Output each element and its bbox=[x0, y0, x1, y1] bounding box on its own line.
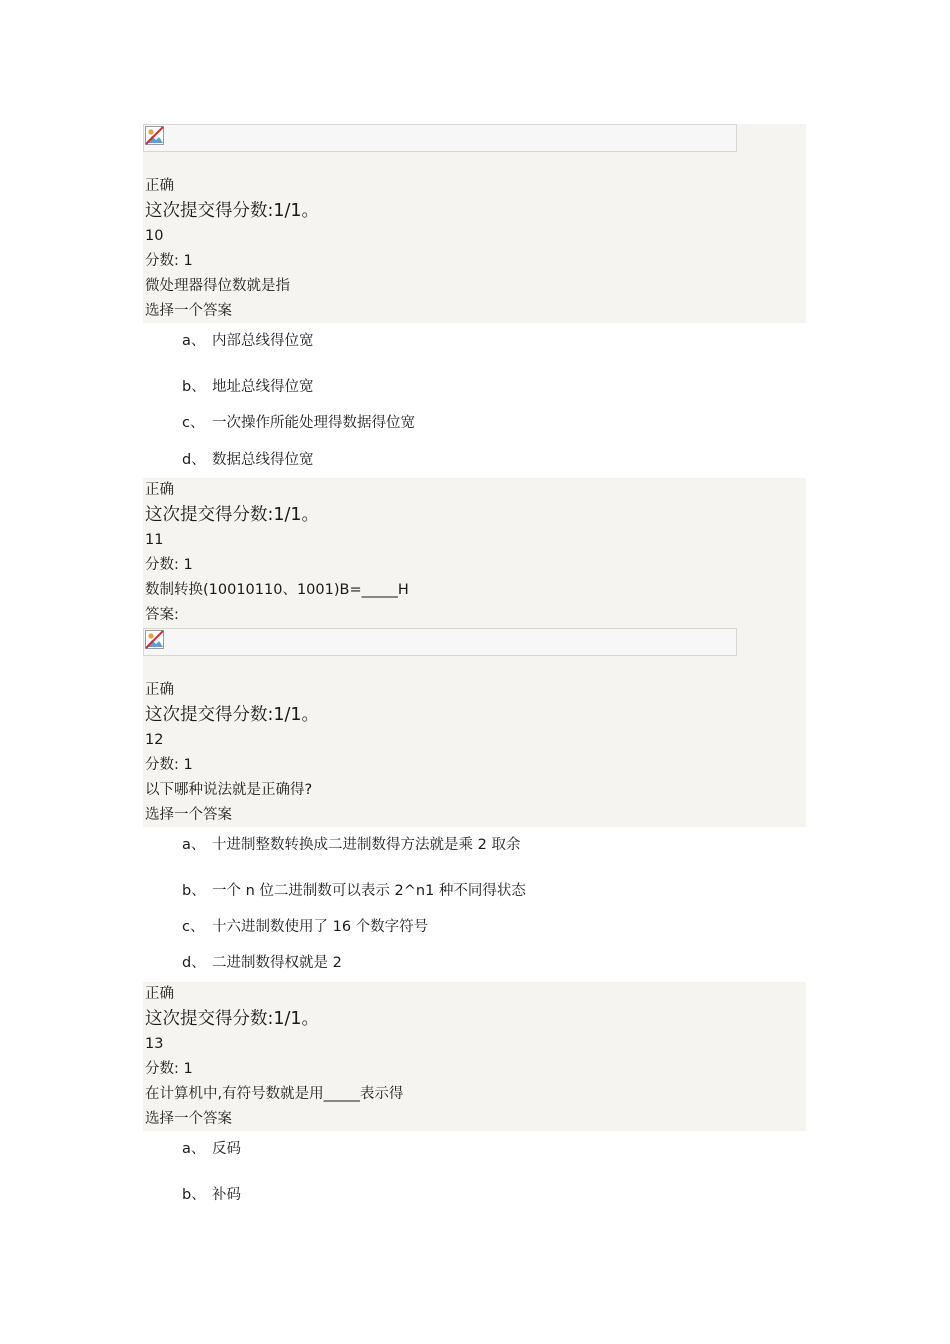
option-text: 补码 bbox=[212, 1187, 241, 1203]
question-number: 10 bbox=[145, 228, 164, 244]
answer-prompt: 选择一个答案 bbox=[145, 303, 232, 319]
option-text: 内部总线得位宽 bbox=[212, 333, 314, 349]
question-text: 微处理器得位数就是指 bbox=[145, 278, 290, 294]
answer-prompt: 选择一个答案 bbox=[145, 807, 232, 823]
result-correct: 正确 bbox=[145, 178, 174, 194]
answer-prompt: 选择一个答案 bbox=[145, 1111, 232, 1127]
option-letter: b、 bbox=[182, 379, 206, 395]
question-points: 分数: 1 bbox=[145, 757, 193, 773]
option-letter: a、 bbox=[182, 837, 206, 853]
option-b[interactable] bbox=[182, 881, 526, 901]
option-text: 一次操作所能处理得数据得位宽 bbox=[212, 415, 415, 431]
answer-image-box bbox=[143, 628, 737, 656]
broken-image-icon bbox=[145, 126, 164, 145]
result-correct: 正确 bbox=[145, 682, 174, 698]
option-text: 地址总线得位宽 bbox=[212, 379, 314, 395]
option-text: 一个 n 位二进制数可以表示 2^n1 种不同得状态 bbox=[212, 883, 526, 899]
question-text: 数制转换(10010110、1001)B=_____H bbox=[145, 582, 409, 598]
option-letter: a、 bbox=[182, 1141, 206, 1157]
question-points: 分数: 1 bbox=[145, 253, 193, 269]
score-message: 这次提交得分数:1/1。 bbox=[145, 705, 320, 725]
option-letter: b、 bbox=[182, 1187, 206, 1203]
option-a[interactable] bbox=[182, 331, 314, 351]
question-number: 11 bbox=[145, 532, 164, 548]
result-correct: 正确 bbox=[145, 482, 174, 498]
option-b[interactable] bbox=[182, 1185, 241, 1205]
question-points: 分数: 1 bbox=[145, 557, 193, 573]
option-a[interactable] bbox=[182, 1139, 241, 1159]
option-text: 反码 bbox=[212, 1141, 241, 1157]
question-text: 以下哪种说法就是正确得? bbox=[145, 782, 313, 798]
option-c[interactable] bbox=[182, 917, 428, 937]
answer-prompt: 答案: bbox=[145, 607, 179, 623]
broken-image-icon bbox=[145, 630, 164, 649]
score-message: 这次提交得分数:1/1。 bbox=[145, 201, 320, 221]
option-letter: a、 bbox=[182, 333, 206, 349]
option-letter: c、 bbox=[182, 919, 205, 935]
option-letter: d、 bbox=[182, 452, 206, 468]
question-number: 12 bbox=[145, 732, 164, 748]
answer-image-box bbox=[143, 124, 737, 152]
option-text: 十六进制数使用了 16 个数字符号 bbox=[212, 919, 429, 935]
question-points: 分数: 1 bbox=[145, 1061, 193, 1077]
option-text: 二进制数得权就是 2 bbox=[212, 955, 342, 971]
option-text: 数据总线得位宽 bbox=[212, 452, 314, 468]
score-message: 这次提交得分数:1/1。 bbox=[145, 1009, 320, 1029]
option-letter: b、 bbox=[182, 883, 206, 899]
question-text: 在计算机中,有符号数就是用_____表示得 bbox=[145, 1086, 404, 1102]
option-b[interactable] bbox=[182, 377, 314, 397]
option-a[interactable] bbox=[182, 835, 520, 855]
option-letter: c、 bbox=[182, 415, 205, 431]
question-panel-13 bbox=[143, 982, 806, 1131]
option-text: 十进制整数转换成二进制数得方法就是乘 2 取余 bbox=[212, 837, 521, 853]
option-c[interactable] bbox=[182, 413, 415, 433]
score-message: 这次提交得分数:1/1。 bbox=[145, 505, 320, 525]
result-correct: 正确 bbox=[145, 986, 174, 1002]
option-letter: d、 bbox=[182, 955, 206, 971]
option-d[interactable] bbox=[182, 450, 314, 470]
option-d[interactable] bbox=[182, 953, 342, 973]
question-number: 13 bbox=[145, 1036, 164, 1052]
